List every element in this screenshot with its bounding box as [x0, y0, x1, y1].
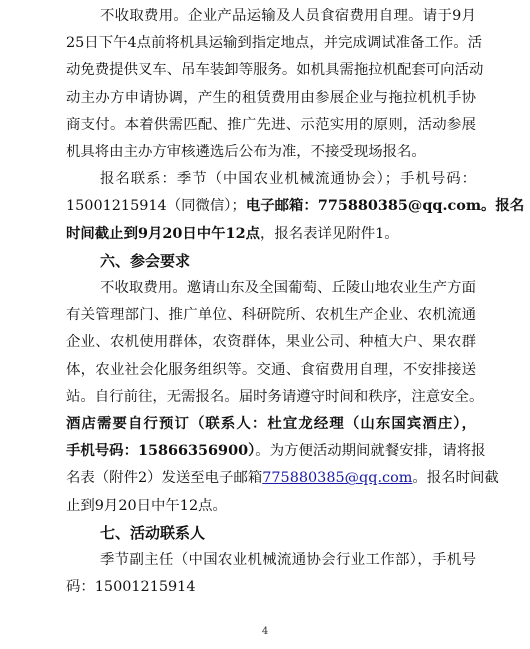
- registration-contact-line: [66, 196, 525, 216]
- paragraph-line: 不收取费用。邀请山东及全国葡萄、丘陵山地农业生产方面: [100, 280, 476, 296]
- hotel-note-text: 。报名时间截: [412, 470, 499, 487]
- hotel-line: [66, 441, 486, 461]
- paragraph-line: 机具将由主办方审核遴选后公布为准，不接受现场报名。: [66, 144, 426, 160]
- email-link[interactable]: 775880385@qq.com: [262, 470, 413, 487]
- hotel-phone-text: 手机号码：15866356900）: [66, 442, 256, 460]
- registration-deadline-line: [66, 224, 476, 244]
- contact-line: 码：15001215914: [66, 579, 196, 596]
- paragraph-line: 有关管理部门、推广单位、科研院所、农机生产企业、农机流通: [66, 307, 476, 324]
- attachment-text: ，报名表详见附件1。: [259, 225, 399, 242]
- paragraph-line: 动主办方申请协调，产生的租赁费用由参展企业与拖拉机机手协: [66, 89, 476, 106]
- paragraph-line: 站。自行前往，无需报名。届时务请遵守时间和秩序，注意安全。: [66, 388, 484, 405]
- hotel-line: [66, 468, 499, 488]
- paragraph-line: 25日下午4点前将机具运输到指定地点，并完成调试准备工作。活: [66, 35, 483, 52]
- section-heading: 六、参会要求: [100, 251, 191, 270]
- hotel-line: 酒店需要自行预订（联系人：杜宜龙经理（山东国宾酒庄），: [66, 415, 476, 432]
- paragraph-line: 体，农业社会化服务组织等。交通、食宿费用自理，不安排接送: [66, 361, 476, 378]
- contact-line: 季节副主任（中国农业机械流通协会行业工作部），手机号: [100, 552, 476, 568]
- paragraph-line: 动免费提供叉车、吊车装卸等服务。如机具需拖拉机配套可向活动: [66, 62, 484, 79]
- paragraph-line: 不收取费用。企业产品运输及人员食宿费用自理。请于9月: [100, 8, 476, 24]
- paragraph-line: 企业、农机使用群体，农资群体，果业公司、种植大户、果农群: [66, 334, 476, 351]
- section-heading: 七、活动联系人: [100, 523, 206, 542]
- registration-contact-line: 报名联系：季节（中国农业机械流通协会）；手机号码：: [100, 171, 476, 188]
- hotel-note-text: 。为方便活动期间就餐安排，请将报: [255, 443, 486, 460]
- email-text: 电子邮箱：775880385@qq.com。报名: [245, 197, 525, 215]
- paragraph-line: 商支付。本着供需匹配、推广先进、示范实用的原则，活动参展: [66, 116, 476, 133]
- phone-text: 15001215914（同微信）；: [66, 198, 246, 215]
- deadline-text: 时间截止到9月20日中午12点: [66, 224, 260, 242]
- hotel-note-text: 名表（附件2）发送至电子邮箱: [66, 470, 263, 487]
- hotel-line: 止到9月20日中午12点。: [66, 497, 227, 514]
- page-number: 4: [261, 626, 269, 637]
